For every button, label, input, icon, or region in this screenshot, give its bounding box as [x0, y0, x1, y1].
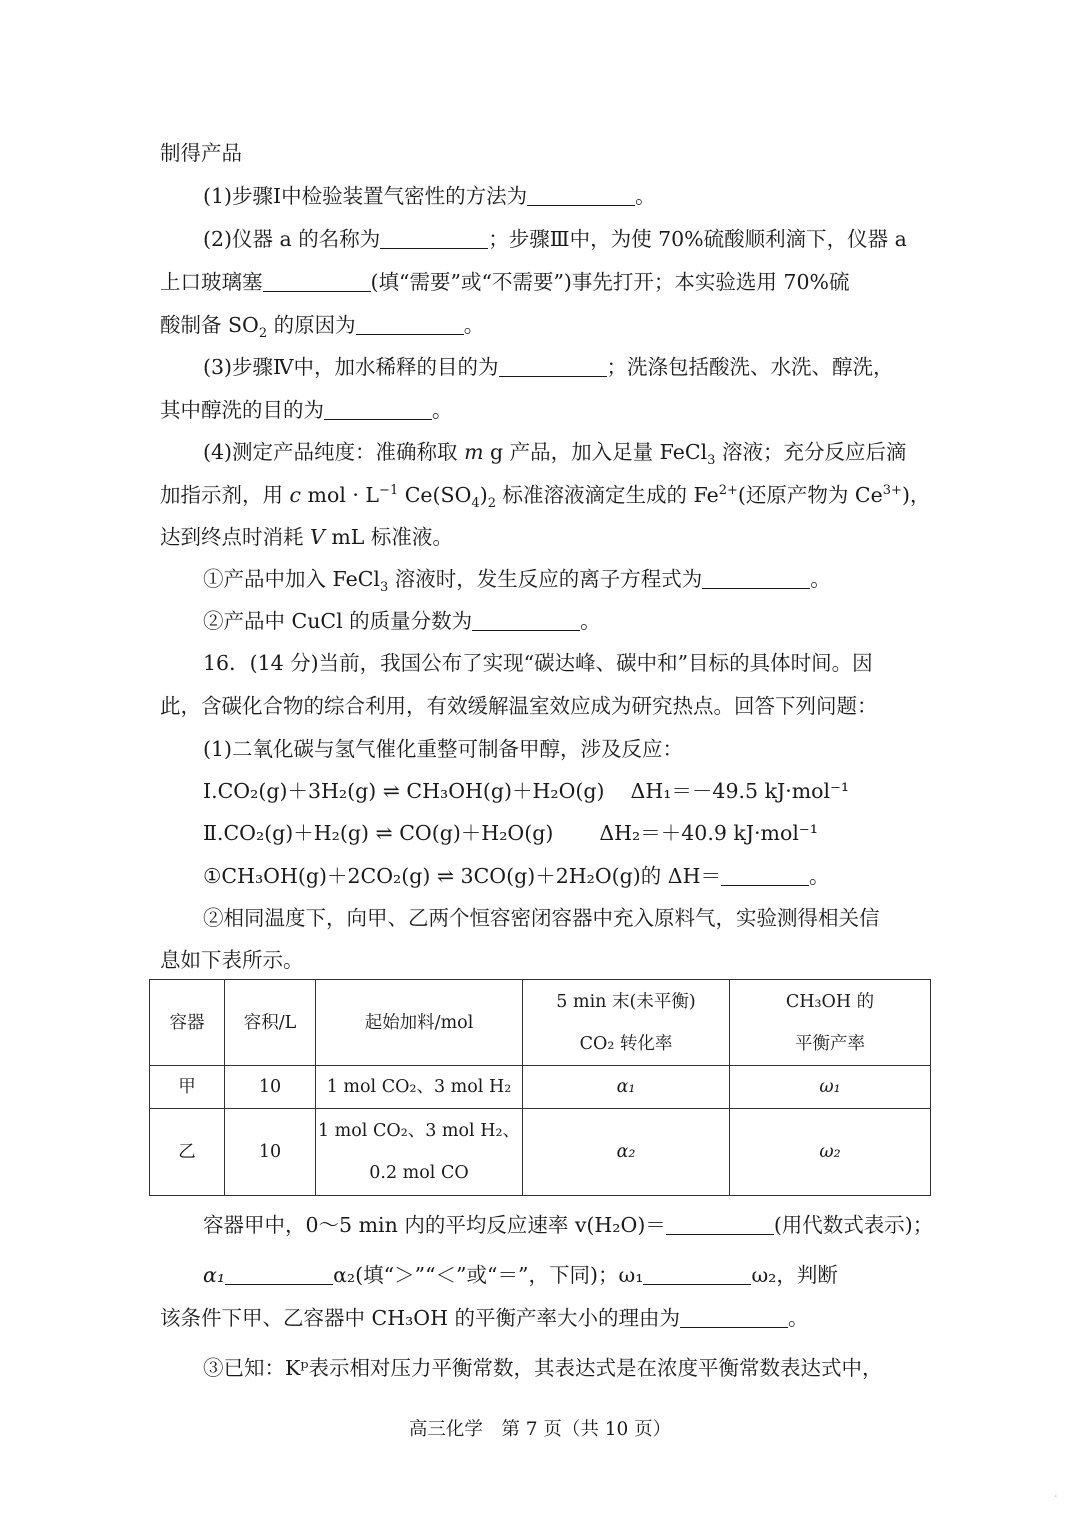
variable: m [464, 440, 484, 464]
text: (3)步骤Ⅳ中，加水稀释的目的为 [203, 355, 499, 379]
table-cell: ω₂ [730, 1109, 931, 1196]
text: 。 [808, 864, 830, 888]
table-cell: 10 [225, 1109, 316, 1196]
enthalpy: ΔH₂＝＋40.9 kJ·mol⁻¹ [599, 821, 818, 845]
header-line: CO₂ 转化率 [579, 1033, 673, 1054]
text: 。 [432, 398, 453, 422]
answer-blank[interactable] [499, 356, 607, 377]
subscript: 3 [707, 453, 716, 469]
sub-question-2 [203, 607, 930, 635]
text: 加指示剂，用 [160, 483, 290, 507]
cell-line: 1 mol CO₂、3 mol H₂、 [317, 1121, 520, 1141]
rate-question [203, 1211, 934, 1239]
text: (1)二氧化碳与氢气催化重整可制备甲醇，涉及反应： [203, 737, 684, 761]
answer-blank[interactable] [721, 865, 809, 886]
text: (填“需要”或“不需要”)事先打开；本实验选用 70%硫 [370, 270, 850, 294]
kp-question [203, 1354, 930, 1382]
header-line: 平衡产率 [795, 1033, 865, 1054]
sub-question-1 [203, 565, 930, 596]
answer-blank[interactable] [666, 1214, 774, 1235]
text: 达到终点时消耗 [160, 525, 311, 549]
page-footer: 高三化学 第 7 页（共 10 页） [408, 1419, 672, 1440]
question-4 [203, 438, 930, 469]
enthalpy: ΔH₁＝－49.5 kJ·mol⁻¹ [630, 779, 850, 803]
text: 溶液时，发生反应的离子方程式为 [388, 567, 703, 591]
table-header [523, 980, 730, 1066]
text: 。 [788, 1306, 809, 1330]
text: 酸制备 SO [160, 313, 259, 337]
text: α₂(填“＞”“＜”或“＝”，下同)；ω₁ [333, 1263, 644, 1287]
text: ω₂，判断 [751, 1263, 838, 1287]
text: 16．(14 分)当前，我国公布了实现“碳达峰、碳中和”目标的具体时间。因 [203, 651, 873, 675]
data-table [149, 979, 931, 1196]
question-2-cont [160, 311, 930, 342]
text: 。 [580, 609, 601, 633]
question-16 [203, 649, 930, 677]
table-cell: 10 [225, 1066, 316, 1109]
answer-blank[interactable] [263, 271, 371, 292]
text: (用代数式表示)； [773, 1213, 934, 1237]
table-cell: 1 mol CO₂、3 mol H₂ [316, 1066, 523, 1109]
reaction-3 [203, 862, 973, 890]
answer-blank[interactable] [527, 185, 635, 206]
table-intro [203, 904, 930, 932]
header-line: CH₃OH 的 [785, 991, 875, 1012]
superscript: −1 [379, 483, 399, 499]
table-header: 容器 [150, 980, 225, 1066]
text: ①产品中加入 FeCl [203, 567, 380, 591]
text: mol · L [301, 483, 380, 507]
text-line [160, 139, 930, 167]
table-row [150, 1066, 931, 1109]
subscript: 2 [258, 326, 268, 342]
answer-blank[interactable] [643, 1264, 751, 1285]
table-intro-cont [160, 946, 930, 974]
question-4-cont [160, 523, 930, 551]
cell-line: 0.2 mol CO [369, 1163, 469, 1183]
subscript: 2 [487, 496, 496, 512]
text: (1)步骤Ⅰ中检验装置气密性的方法为 [203, 184, 528, 208]
table-cell [316, 1109, 523, 1196]
text: 。 [635, 184, 656, 208]
text: ②产品中 CuCl 的质量分数为 [203, 609, 473, 633]
text: 容器甲中，0～5 min 内的平均反应速率 v(H₂O)＝ [203, 1213, 666, 1237]
reaction-2 [203, 819, 973, 847]
question-2-cont [160, 268, 930, 296]
equation: ①CH₃OH(g)＋2CO₂(g) ⇌ 3CO(g)＋2H₂O(g)的 ΔH＝ [203, 864, 721, 888]
table-row [150, 1109, 931, 1196]
text: 的原因为 [267, 313, 356, 337]
text: ②相同温度下，向甲、乙两个恒容密闭容器中充入原料气，实验测得相关信 [203, 906, 880, 930]
question-16-cont [160, 692, 930, 720]
reaction-1 [203, 777, 973, 805]
answer-blank[interactable] [680, 1307, 788, 1328]
question-4-cont [160, 481, 931, 512]
text: ；步骤Ⅲ中，为使 70%硫酸顺利滴下，仪器 a [488, 227, 907, 251]
answer-blank[interactable] [472, 610, 580, 631]
text: 。 [463, 313, 485, 337]
text: ；洗涤包括酸洗、水洗、醇洗， [606, 355, 894, 379]
text: 息如下表所示。 [160, 948, 304, 972]
answer-blank[interactable] [380, 228, 488, 249]
text: 标准溶液滴定生成的 Fe [495, 483, 719, 507]
text: 其中醇洗的目的为 [160, 398, 324, 422]
table-cell: α₁ [523, 1066, 730, 1109]
text: g 产品，加入足量 FeCl [483, 440, 708, 464]
scan-mark-icon: · [1053, 1489, 1058, 1505]
variable: c [289, 483, 302, 507]
answer-blank[interactable] [225, 1264, 333, 1285]
text: )， [901, 483, 931, 507]
table-header [730, 980, 931, 1066]
text: (还原产物为 Ce [737, 483, 883, 507]
superscript: 3+ [882, 483, 902, 499]
table-header-row [150, 980, 931, 1066]
text: 制得产品 [160, 141, 242, 165]
table-cell: α₂ [523, 1109, 730, 1196]
question-2 [203, 225, 930, 253]
subscript: 4 [471, 496, 480, 512]
text: ) [479, 483, 488, 507]
text: 此，含碳化合物的综合利用，有效缓解温室效应成为研究热点。回答下列问题： [160, 694, 878, 718]
answer-blank[interactable] [356, 314, 464, 335]
table-header: 容积/L [225, 980, 316, 1066]
table-cell: 甲 [150, 1066, 225, 1109]
answer-blank[interactable] [324, 399, 432, 420]
text: ③已知：Kᵖ表示相对压力平衡常数，其表达式是在浓度平衡常数表达式中， [203, 1356, 883, 1380]
superscript: 2+ [718, 483, 738, 499]
table-cell: ω₁ [730, 1066, 931, 1109]
equation: Ⅰ.CO₂(g)＋3H₂(g) ⇌ CH₃OH(g)＋H₂O(g) [203, 779, 605, 803]
text: (4)测定产品纯度：准确称取 [203, 440, 465, 464]
table-cell: 乙 [150, 1109, 225, 1196]
header-line: 5 min 末(未平衡) [556, 991, 696, 1012]
compare-question-cont [160, 1304, 930, 1332]
compare-question [203, 1261, 930, 1289]
text: (2)仪器 a 的名称为 [203, 227, 381, 251]
answer-blank[interactable] [702, 568, 810, 589]
variable: V [310, 525, 325, 549]
text: 。 [810, 567, 831, 591]
question-1 [203, 182, 930, 210]
text: mL 标准液。 [324, 525, 453, 549]
text: 上口玻璃塞 [160, 270, 263, 294]
text: Ce(SO [398, 483, 472, 507]
table-header: 起始加料/mol [316, 980, 523, 1066]
question-16-1 [203, 735, 930, 763]
question-3 [203, 353, 930, 381]
equation: Ⅱ.CO₂(g)＋H₂(g) ⇌ CO(g)＋H₂O(g) [203, 821, 554, 845]
question-3-cont [160, 396, 930, 424]
variable: α₁ [203, 1263, 226, 1287]
subscript: 3 [380, 580, 389, 596]
text: 该条件下甲、乙容器中 CH₃OH 的平衡产率大小的理由为 [160, 1306, 680, 1330]
text: 溶液；充分反应后滴 [715, 440, 907, 464]
